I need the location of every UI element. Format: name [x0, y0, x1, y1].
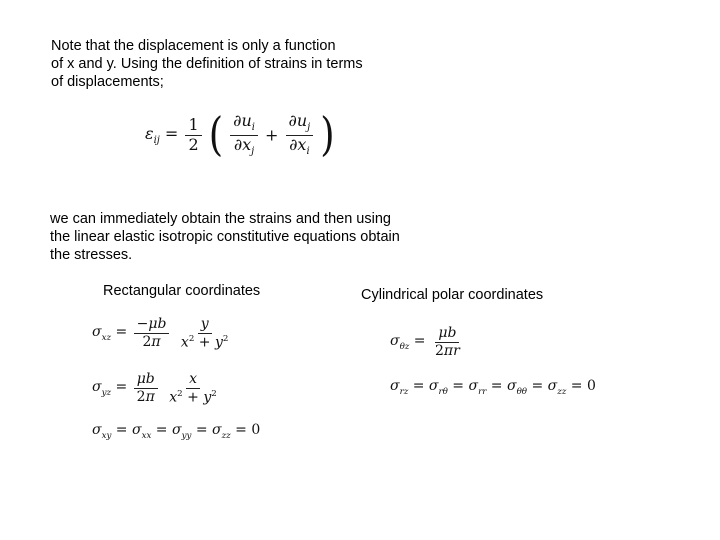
cylindrical-coordinates-heading: Cylindrical polar coordinates [361, 287, 544, 303]
cylindrical-zero-stresses-equation: $\sigma_{rz} = \sigma_{r\theta} = \sigma_{rr} = \sigma_{\theta\theta} = \sigma_{zz} = 0$ [390, 378, 596, 397]
sigma-xy-zero-equation: $\sigma_{xy} = \sigma_{xx} = \sigma_{yy} = \sigma_{zz} = 0$ [92, 422, 261, 441]
sigma-xz-equation: $\sigma_{xz}$ = $\frac{-\mu b}{2\pi}$ $\frac{y}{x^2 + y^2}$ [92, 316, 229, 351]
followup-paragraph: we can immediately obtain the strains and then using the linear elastic isotropic constitutive equations obtain the stresses. [50, 211, 400, 263]
strain-definition-equation: $\varepsilon_{ij}$ = $\frac{1}{2}$ ( $\frac{\partial u_i}{\partial x_j}$ + $\frac{\partial u_j}{\partial x_i}$ ) [145, 107, 335, 161]
sigma-yz-equation: $\sigma_{yz}$ = $\frac{\mu b}{2\pi}$ $\frac{x}{x^2 + y^2}$ [92, 371, 217, 406]
rectangular-coordinates-heading: Rectangular coordinates [103, 283, 261, 299]
intro-paragraph: Note that the displacement is only a function of x and y. Using the definition of strains in terms of displacements; [51, 38, 363, 90]
sigma-theta-z-equation: $\sigma_{\theta z}$ = $\frac{\mu b}{2\pi r}$ [390, 325, 460, 359]
